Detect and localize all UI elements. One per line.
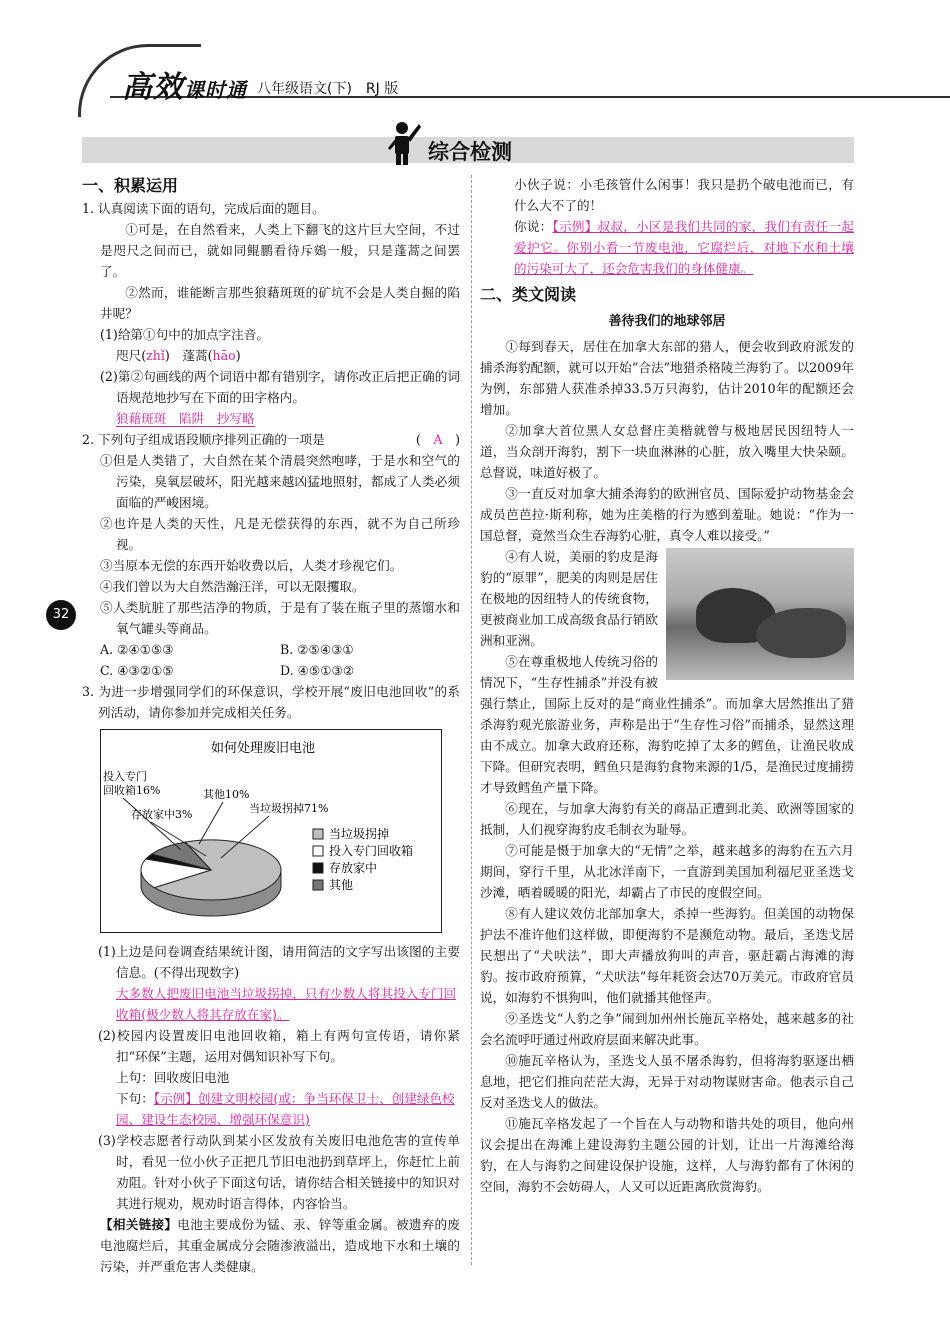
article-paragraph: ⑨圣迭戈“人豹之争”闹到加州州长施瓦辛格处，越来越多的社会名流呼吁通过州政府层面来解决此事。 xyxy=(480,1011,854,1047)
pie-chart-svg xyxy=(101,730,441,932)
article-paragraph: ②加拿大首位黑人女总督庄美楷就曾与极地居民因纽特人一道，当众剖开海豹，割下一块血淋淋的心脏，放入嘴里大快朵颐。总督说，味道好极了。 xyxy=(480,423,854,480)
question-stem: 2. 下列句子组成语段顺序排列正确的一项是 ( A ) xyxy=(82,432,460,447)
article-paragraph: ④有人说，美丽的豹皮是海豹的“原罪”，肥美的肉则是居住在极地的因纽特人的传统食物，更被商业加工成高级食品行销欧洲和亚洲。 xyxy=(480,549,658,648)
answer-text: 大多数人把废旧电池当垃圾拐掉，只有少数人将其投入专门回收箱(极少数人将其存放在家)。 xyxy=(116,986,457,1022)
option: A. ②④①⑤③ xyxy=(100,642,174,657)
section-heading: 一、积累运用 xyxy=(82,176,179,195)
legend-label: 存放家中 xyxy=(329,861,378,875)
article-paragraph: ⑩施瓦辛格认为，圣迭戈人虽不屠杀海豹，但将海豹驱逐出栖息地，把它们推向茫茫大海，无异于对动物谋财害命。他表示自己反对圣迭戈人的做法。 xyxy=(480,1053,854,1110)
article-paragraph: ①每到春天，居住在加拿大东部的猎人，便会收到政府派发的捕杀海豹配额，就可以开始“合法”地猎杀格陵兰海豹了。以2009年为例，东部猎人获准杀掉33.5万只海豹，估计2010年的配额还会增加。 xyxy=(480,339,854,417)
question-stem: 1. 认真阅读下面的语句，完成后面的题目。 xyxy=(82,201,325,216)
legend-swatch xyxy=(313,829,323,839)
article-paragraph: ③一直反对加拿大捕杀海豹的欧洲官员、国际爱护动物基金会成员芭芭拉·斯利称，她为庄美楷的行为感到羞耻。她说：“作为一国总督，竟然当众生吞海豹心脏，真令人难以接受。” xyxy=(480,486,854,543)
page-header xyxy=(0,0,950,110)
answer-text: 【示例】创建文明校园(或：争当环保卫士、创建绿色校园、建设生态校园、增强环保意识) xyxy=(116,1091,455,1127)
answer-line xyxy=(82,408,460,429)
sub-question: (2)校园内设置废旧电池回收箱，箱上有两句宣传语，请你紧扣“环保”主题，运用对偶知识补写下句。 xyxy=(98,1028,460,1064)
leader-line xyxy=(123,798,181,850)
list-item: ⑤人类肮脏了那些洁净的物质，于是有了装在瓶子里的蒸馏水和氧气罐头等商品。 xyxy=(100,600,460,636)
legend-label: 其他 xyxy=(329,878,354,892)
answer-text: 狼藉斑斑 陷阱 抄写略 xyxy=(116,411,255,426)
legend-swatch xyxy=(313,846,323,856)
grade-label: 八年级语文(下) RJ 版 xyxy=(257,81,399,97)
page-number: 32 xyxy=(46,600,76,630)
legend-label: 当垃圾拐掉 xyxy=(329,827,390,841)
slice-label: 投入专门 xyxy=(103,770,147,783)
slice-label: 其他10% xyxy=(203,788,250,801)
list-item: ①但是人类错了，大自然在某个清晨突然咆哮，于是水和空气的污染，臭氧层破坏，阳光越来越凶猛地照射，都成了人类必须面临的严峻困境。 xyxy=(100,453,460,510)
sub-question: (2)第②句画线的两个词语中都有错别字，请你改正后把正确的词语规范地抄写在下面的田字格内。 xyxy=(100,369,460,405)
sentence-list xyxy=(82,450,460,639)
slice-label: 回收箱16% xyxy=(103,784,161,797)
answer-options xyxy=(82,639,460,681)
slice-label: 存放家中3% xyxy=(131,808,193,821)
legend-swatch xyxy=(313,880,323,890)
answer-line: 咫尺(zhǐ) 蓬蒿(hāo) xyxy=(116,348,241,363)
answer-line: 下句：【示例】创建文明校园(或：争当环保卫士、创建绿色校园、建设生态校园、增强环保意识) xyxy=(116,1091,455,1127)
seal-photo xyxy=(666,548,854,680)
answer-text: zhǐ xyxy=(146,348,165,363)
leader-line xyxy=(199,802,223,844)
question-stem: 3. 为进一步增强同学们的环保意识，学校开展“废旧电池回收”的系列活动，请你参加并完成相关任务。 xyxy=(82,684,460,720)
list-item: ②也许是人类的天性，凡是无偿获得的东西，就不为自己所珍视。 xyxy=(100,516,460,552)
passage-sentence: ②然而，谁能断言那些狼藉斑斑的矿坑不会是人类自掘的陷井呢？ xyxy=(100,285,460,321)
sub-question: (3)学校志愿者行动队到某小区发放有关废旧电池危害的宣传单时，看见一位小伙子正把几节旧电池扔到草坪上，你赶忙上前劝阻。针对小伙子下面这句话，请你结合相关链接中的知识对其进行规劝，规劝时语言得体，内容恰当。 xyxy=(98,1133,460,1211)
chart-title: 如何处理废旧电池 xyxy=(211,741,316,756)
article-paragraph: ⑥现在，与加拿大海豹有关的商品正遭到北美、欧洲等国家的抵制，人们视穿海豹皮毛制衣为耻辱。 xyxy=(480,801,854,837)
answer-line xyxy=(82,983,460,1025)
article-title: 善待我们的地球邻居 xyxy=(608,314,726,329)
upper-line: 上句：回收废旧电池 xyxy=(116,1070,230,1085)
sub-question: (1)给第①句中的加点字注音。 xyxy=(100,327,269,342)
pie-chart xyxy=(100,729,442,933)
slice-label: 当垃圾拐掉71% xyxy=(249,802,329,815)
youth-quote: 小伙子说：小毛孩管什么闲事！我只是扔个破电池而已，有什么大不了的！ xyxy=(514,177,854,213)
page-title: 综合检测 xyxy=(428,140,512,164)
sub-question: (1)上边是问卷调查结果统计图，请用简洁的文字写出该图的主要信息。(不得出现数字) xyxy=(98,944,460,980)
list-item: ③当原本无偿的东西开始收费以后，人类才珍视它们。 xyxy=(100,558,403,573)
option: B. ②⑤④③① xyxy=(280,642,354,657)
answer-text: hāo xyxy=(212,348,236,363)
answer-line: 你说：【示例】叔叔，小区是我们共同的家，我们有责任一起爱护它。你别小看一节废电池，它腐烂后，对地下水和土壤的污染可大了，还会危害我们的身体健康。 xyxy=(514,219,855,276)
passage-sentence: ①可是，在自然看来，人类上下翻飞的这片巨大空间，不过是咫尺之间而已，就如同鲲鹏看待斥鴳一般，只是蓬蒿之间罢了。 xyxy=(100,222,460,279)
legend-swatch xyxy=(313,863,323,873)
option: D. ④⑤①③② xyxy=(280,663,355,678)
list-item: ④我们曾以为大自然浩瀚汪洋，可以无限攫取。 xyxy=(100,579,365,594)
related-link: 【相关链接】电池主要成份为锰、汞、锌等重金属。被遗弃的废电池腐烂后，其重金属成分会随渗液溢出，造成地下水和土壤的污染，并严重危害人类健康。 xyxy=(100,1217,461,1274)
section-heading: 二、类文阅读 xyxy=(480,285,577,304)
column-divider xyxy=(471,175,472,1265)
answer-text: A xyxy=(433,432,443,447)
right-column xyxy=(480,174,854,1197)
article-paragraph: ⑧有人建议效仿北部加拿大，杀掉一些海豹。但美国的动物保护法不准许他们这样做，即便海豹不是濒危动物。最后，圣迭戈居民想出了“犬吠法”，即大声播放狗叫的声音，驱赶霸占海滩的海豹。按市政府预算，“犬吠法”每年耗资会达70万美元。市政府官员说，如海豹不惧狗叫，他们就播其他怪声。 xyxy=(480,906,854,1005)
article-paragraph: ⑤在尊重极地人传统习俗的情况下，“生存性捕杀”并没有被强行禁止，国际上反对的是“商业性捕杀”。而加拿大居然推出了猎杀海豹观光旅游业务，声称是出于“生存性习俗”而捕杀，显然这理由不成立。加拿大政府还称，海豹吃掉了太多的鳕鱼，让渔民收成下降。但研究表明，鳕鱼只是海豹食物来源的1/5，是渔民过度捕捞才导致鳕鱼产量下降。 xyxy=(480,654,854,795)
article-paragraph: ⑪施瓦辛格发起了一个旨在人与动物和谐共处的项目，他向州议会提出在海滩上建设海豹主题公园的计划，让出一片海滩给海豹，在人与海豹之间建设保护设施，这样，人与海豹都有了休闲的空间，海豹不会妨碍人，人又可以近距离欣赏海豹。 xyxy=(480,1116,854,1194)
person-icon xyxy=(386,118,422,166)
option: C. ④③②①⑤ xyxy=(100,663,174,678)
answer-text: 【示例】叔叔，小区是我们共同的家，我们有责任一起爱护它。你别小看一节废电池，它腐烂后，对地下水和土壤的污染可大了，还会危害我们的身体健康。 xyxy=(514,219,855,276)
article-paragraph: ⑦可能是慑于加拿大的“无情”之举，越来越多的海豹在五六月期间，穿行千里，从北冰洋南下，一直游到美国加利福尼亚圣迭戈沙滩，晒着暖暖的阳光，却霸占了市民的度假空间。 xyxy=(480,843,854,900)
legend-label: 投入专门回收箱 xyxy=(329,844,414,858)
brand-logo: 高效课时通 xyxy=(122,70,247,105)
left-column xyxy=(82,174,460,1277)
